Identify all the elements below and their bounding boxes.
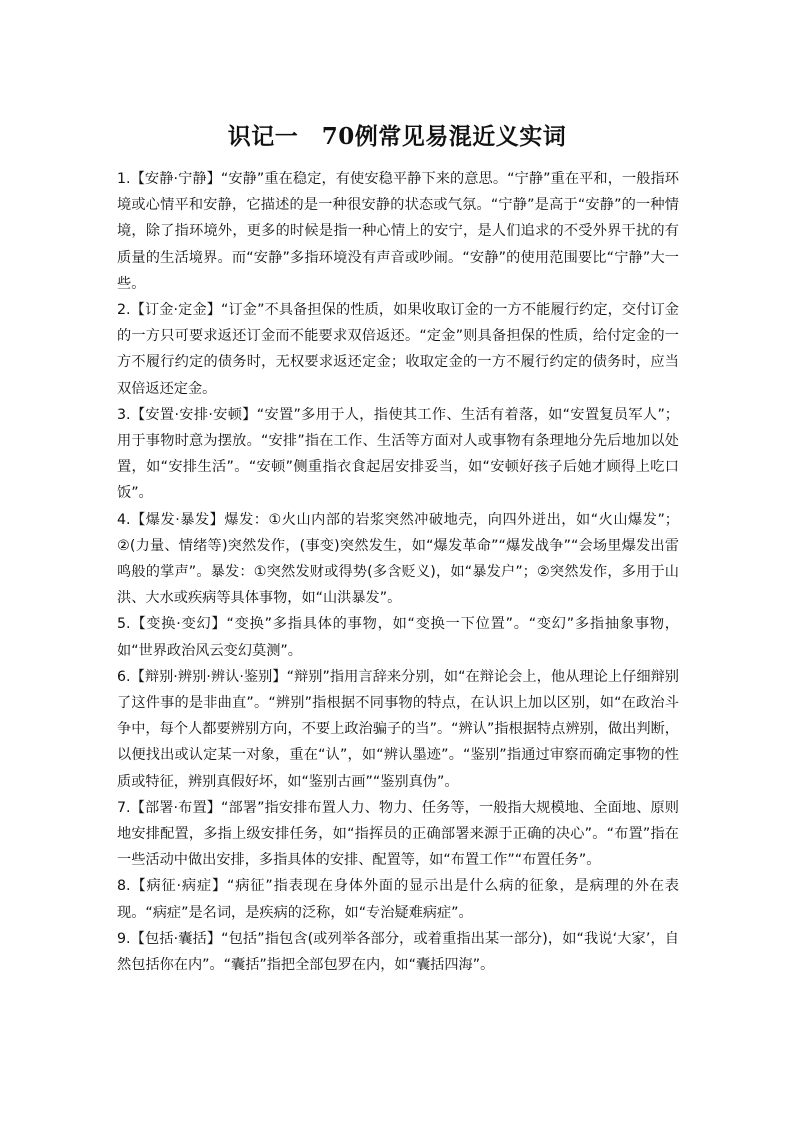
entry-3: 3.【安置·安排·安顿】“安置”多用于人，指使其工作、生活有着落，如“安置复员军人”；用于事物时意为摆放。“安排”指在工作、生活等方面对人或事物有条理地分先后地加以处置，如“安排生活”。“安顿”侧重指衣食起居安排妥当，如“安顿好孩子后她才顾得上吃口饭”。	[117, 406, 679, 502]
entry-7: 7.【部署·布置】“部署”指安排布置人力、物力、任务等，一般指大规模地、全面地、原则地安排配置，多指上级安排任务，如“指挥员的正确部署来源于正确的决心”。“布置”指在一些活动中做出安排，多指具体的安排、配置等，如“布置工作”“布置任务”。	[117, 799, 679, 869]
entry-9: 9.【包括·囊括】“包括”指包含(或列举各部分，或着重指出某一部分)，如“我说‘大家’，自然包括你在内”。“囊括”指把全部包罗在内，如“囊括四海”。	[117, 930, 679, 974]
page-title: 识记一 70例常见易混近义实词	[227, 123, 567, 150]
entry-list	[117, 166, 679, 978]
entry-5: 5.【变换·变幻】“变换”多指具体的事物，如“变换一下位置”。“变幻”多指抽象事物，如“世界政治风云变幻莫测”。	[117, 616, 679, 659]
entry-4: 4.【爆发·暴发】爆发：①火山内部的岩浆突然冲破地壳，向四外迸出，如“火山爆发”；②(力量、情绪等)突然发作，(事变)突然发生，如“爆发革命”“爆发战争”“会场里爆发出雷鸣般的掌声”。暴发：①突然发财或得势(多含贬义)，如“暴发户”；②突然发作，多用于山洪、大水或疾病等具体事物，如“山洪暴发”。	[117, 511, 679, 607]
entry-1: 1.【安静·宁静】“安静”重在稳定，有使安稳平静下来的意思。“宁静”重在平和，一般指环境或心情平和安静，它描述的是一种很安静的状态或气氛。“宁静”是高于“安静”的一种情境，除了指环境外，更多的时候是指一种心情上的安宁，是人们追求的不受外界干扰的有质量的生活境界。而“安静”多指环境没有声音或吵闹。“安静”的使用范围要比“宁静”大一些。	[117, 171, 679, 292]
entry-6: 6.【辩别·辨别·辨认·鉴别】“辩别”指用言辞来分别，如“在辩论会上，他从理论上仔细辩别了这件事的是非曲直”。“辨别”指根据不同事物的特点，在认识上加以区别，如“在政治斗争中，每个人都要辨别方向，不要上政治骗子的当”。“辨认”指根据特点辨别，做出判断，以便找出或认定某一对象，重在“认”，如“辨认墨迹”。“鉴别”指通过审察而确定事物的性质或特征，辨别真假好坏，如“鉴别古画”“鉴别真伪”。	[117, 668, 679, 790]
entry-8: 8.【病征·病症】“病征”指表现在身体外面的显示出是什么病的征象，是病理的外在表现。“病症”是名词，是疾病的泛称，如“专治疑难病症”。	[117, 878, 679, 921]
entry-2: 2.【订金·定金】“订金”不具备担保的性质，如果收取订金的一方不能履行约定，交付订金的一方只可要求返还订金而不能要求双倍返还。“定金”则具备担保的性质，给付定金的一方不履行约定的债务时，无权要求返还定金；收取定金的一方不履行约定的债务时，应当双倍返还定金。	[117, 302, 679, 397]
